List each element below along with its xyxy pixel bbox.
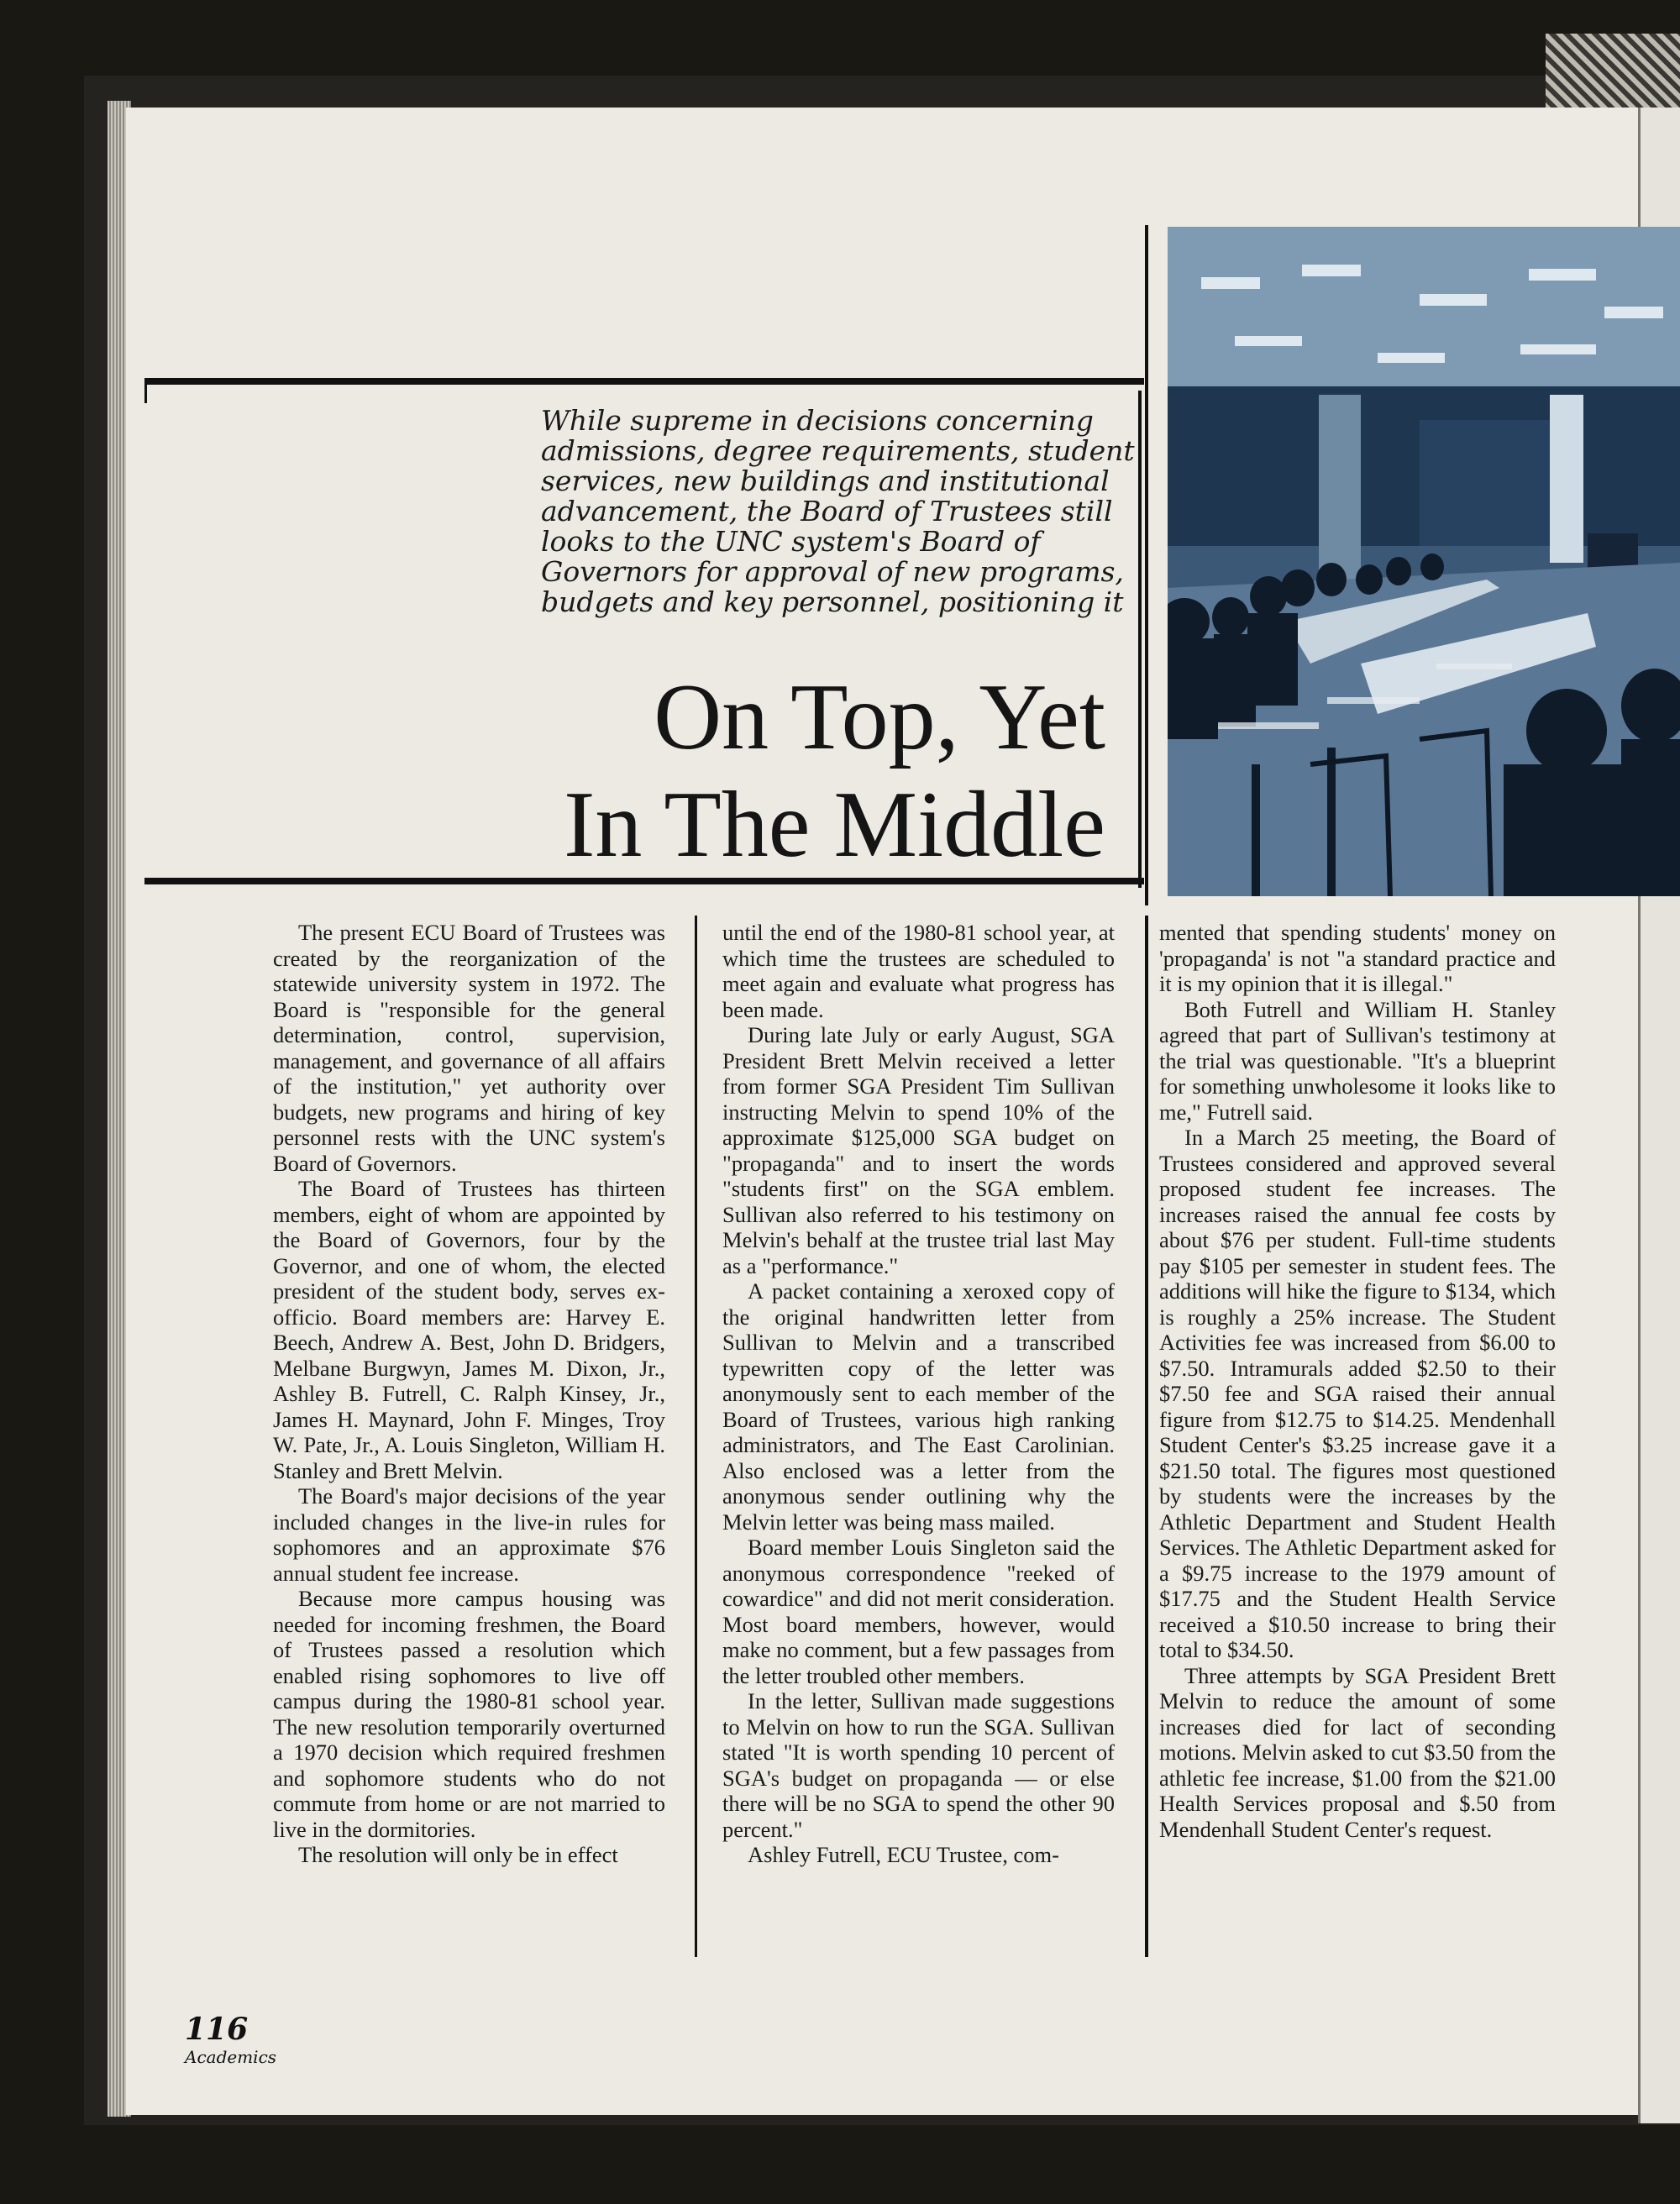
paragraph: The Board of Trustees has thirteen members, eight of whom are appointed by the Board of Governors, four by the Governor, and one of whom, the elected president of the student body, serves ex-officio. Board members are: Harvey E. Beech, Andrew A. Best, John D. Bridgers, Melbane Burgwyn, James M. Dixon, Jr., Ashley B. Futrell, C. Ralph Kinsey, Jr., James H. Maynard, John F. Minges, Troy W. Pate, Jr., A. Louis Singleton, William H. Stanley and Brett Melvin. — [273, 1176, 665, 1483]
paragraph: In a March 25 meeting, the Board of Trustees considered and approved several proposed student fee increases. The increases raised the annual fee costs by about $76 per student. Full-time students pay $105 per semester in student fees. The additions will hike the figure to $134, which is roughly a 25% increase. The Student Activities fee was increased from $6.00 to $7.50. Intramurals added $2.50 to their $7.50 fee and SGA raised their annual figure from $12.75 to $14.25. Mendenhall Student Center's $3.25 increase gave it a $21.50 total. The figures most questioned by students were the increases by the Athletic Department and Student Health Services. The Athletic Department asked for a $9.75 increase to the 1979 amount of $17.75 and the Student Health Service received a $10.50 increase to bring their total to $34.50. — [1159, 1125, 1556, 1662]
board-meeting-photo — [1168, 227, 1680, 896]
bottom-rule — [144, 878, 1144, 884]
paragraph: mented that spending students' money on 'propaganda' is not "a standard practice and it is my opinion that it is illegal." — [1159, 920, 1556, 996]
article-deck: While supreme in decisions concerning admissions, degree requirements, student services, new buildings and institutional advancement, the Board of Trustees still looks to the UNC system's Board of Governors for approval of new programs, budgets and key personnel, positioning it — [541, 404, 1135, 618]
binding-texture — [1546, 34, 1680, 109]
headline-line-2: In The Middle — [564, 773, 1105, 877]
body-column-1 — [273, 920, 665, 1868]
paragraph: The Board's major decisions of the year included changes in the live-in rules for sophomores and an approximate $76 annual student fee increase. — [273, 1483, 665, 1586]
paragraph: until the end of the 1980-81 school year, at which time the trustees are scheduled to meet again and evaluate what progress has been made. — [722, 920, 1115, 1022]
paragraph: A packet containing a xeroxed copy of the original handwritten letter from Sullivan to Melvin and a transcribed typewritten copy of the letter was anonymously sent to each member of the Board of Trustees, various high ranking administrators, and The East Carolinian. Also enclosed was a letter from the anonymous sender outlining why the Melvin letter was being mass mailed. — [722, 1278, 1115, 1535]
section-name: Academics — [185, 2047, 277, 2067]
headline-line-1: On Top, Yet — [654, 665, 1105, 769]
paragraph: In the letter, Sullivan made suggestions to Melvin on how to run the SGA. Sullivan stated "It is worth spending 10 percent of SGA's budget on propaganda — or else there will be no SGA to spend the other 90 percent." — [722, 1688, 1115, 1842]
column-divider-2 — [1145, 916, 1148, 1957]
body-column-2 — [722, 920, 1115, 1868]
paragraph: Board member Louis Singleton said the anonymous correspondence "reeked of cowardice" and did not merit consideration. Most board members, however, would make no comment, but a few passages from the letter troubled other members. — [722, 1535, 1115, 1688]
deck-left-rule — [144, 378, 147, 403]
paragraph: During late July or early August, SGA President Brett Melvin received a letter from former SGA President Tim Sullivan instructing Melvin to spend 10% of the approximate $125,000 SGA budget on "propaganda" and to insert the words "students first" on the SGA emblem. Sullivan also referred to his testimony on Melvin's behalf at the trustee trial last May as a "performance." — [722, 1022, 1115, 1278]
paragraph: Both Futrell and William H. Stanley agreed that part of Sullivan's testimony at the trial was questionable. "It's a blueprint for something unwholesome it looks like to me," Futrell said. — [1159, 996, 1556, 1125]
article-headline — [349, 664, 1105, 879]
column-divider-1 — [695, 916, 697, 1957]
top-rule — [144, 378, 1144, 385]
paragraph: Because more campus housing was needed for incoming freshmen, the Board of Trustees passed a resolution which enabled rising sophomores to live off campus during the 1980-81 school year. The new resolution temporarily overturned a 1970 decision which required freshmen and sophomore students who do not commute from home or are not married to live in the dormitories. — [273, 1586, 665, 1842]
page-number: 116 — [185, 2012, 249, 2047]
paragraph: Ashley Futrell, ECU Trustee, com- — [748, 1842, 1059, 1867]
body-column-3 — [1159, 920, 1556, 1842]
paragraph: The present ECU Board of Trustees was created by the reorganization of the statewide university system in 1972. The Board is "responsible for the general determination, control, supervision, management, and governance of all affairs of the institution," yet authority over budgets, new programs and hiring of key personnel rests with the UNC system's Board of Governors. — [273, 920, 665, 1176]
paragraph: The resolution will only be in effect — [298, 1842, 618, 1867]
paragraph: Three attempts by SGA President Brett Melvin to reduce the amount of some increases died for lact of seconding motions. Melvin asked to cut $3.50 from the athletic fee increase, $1.00 from the $21.00 Health Services proposal and $.50 from Mendenhall Student Center's request. — [1159, 1662, 1556, 1842]
